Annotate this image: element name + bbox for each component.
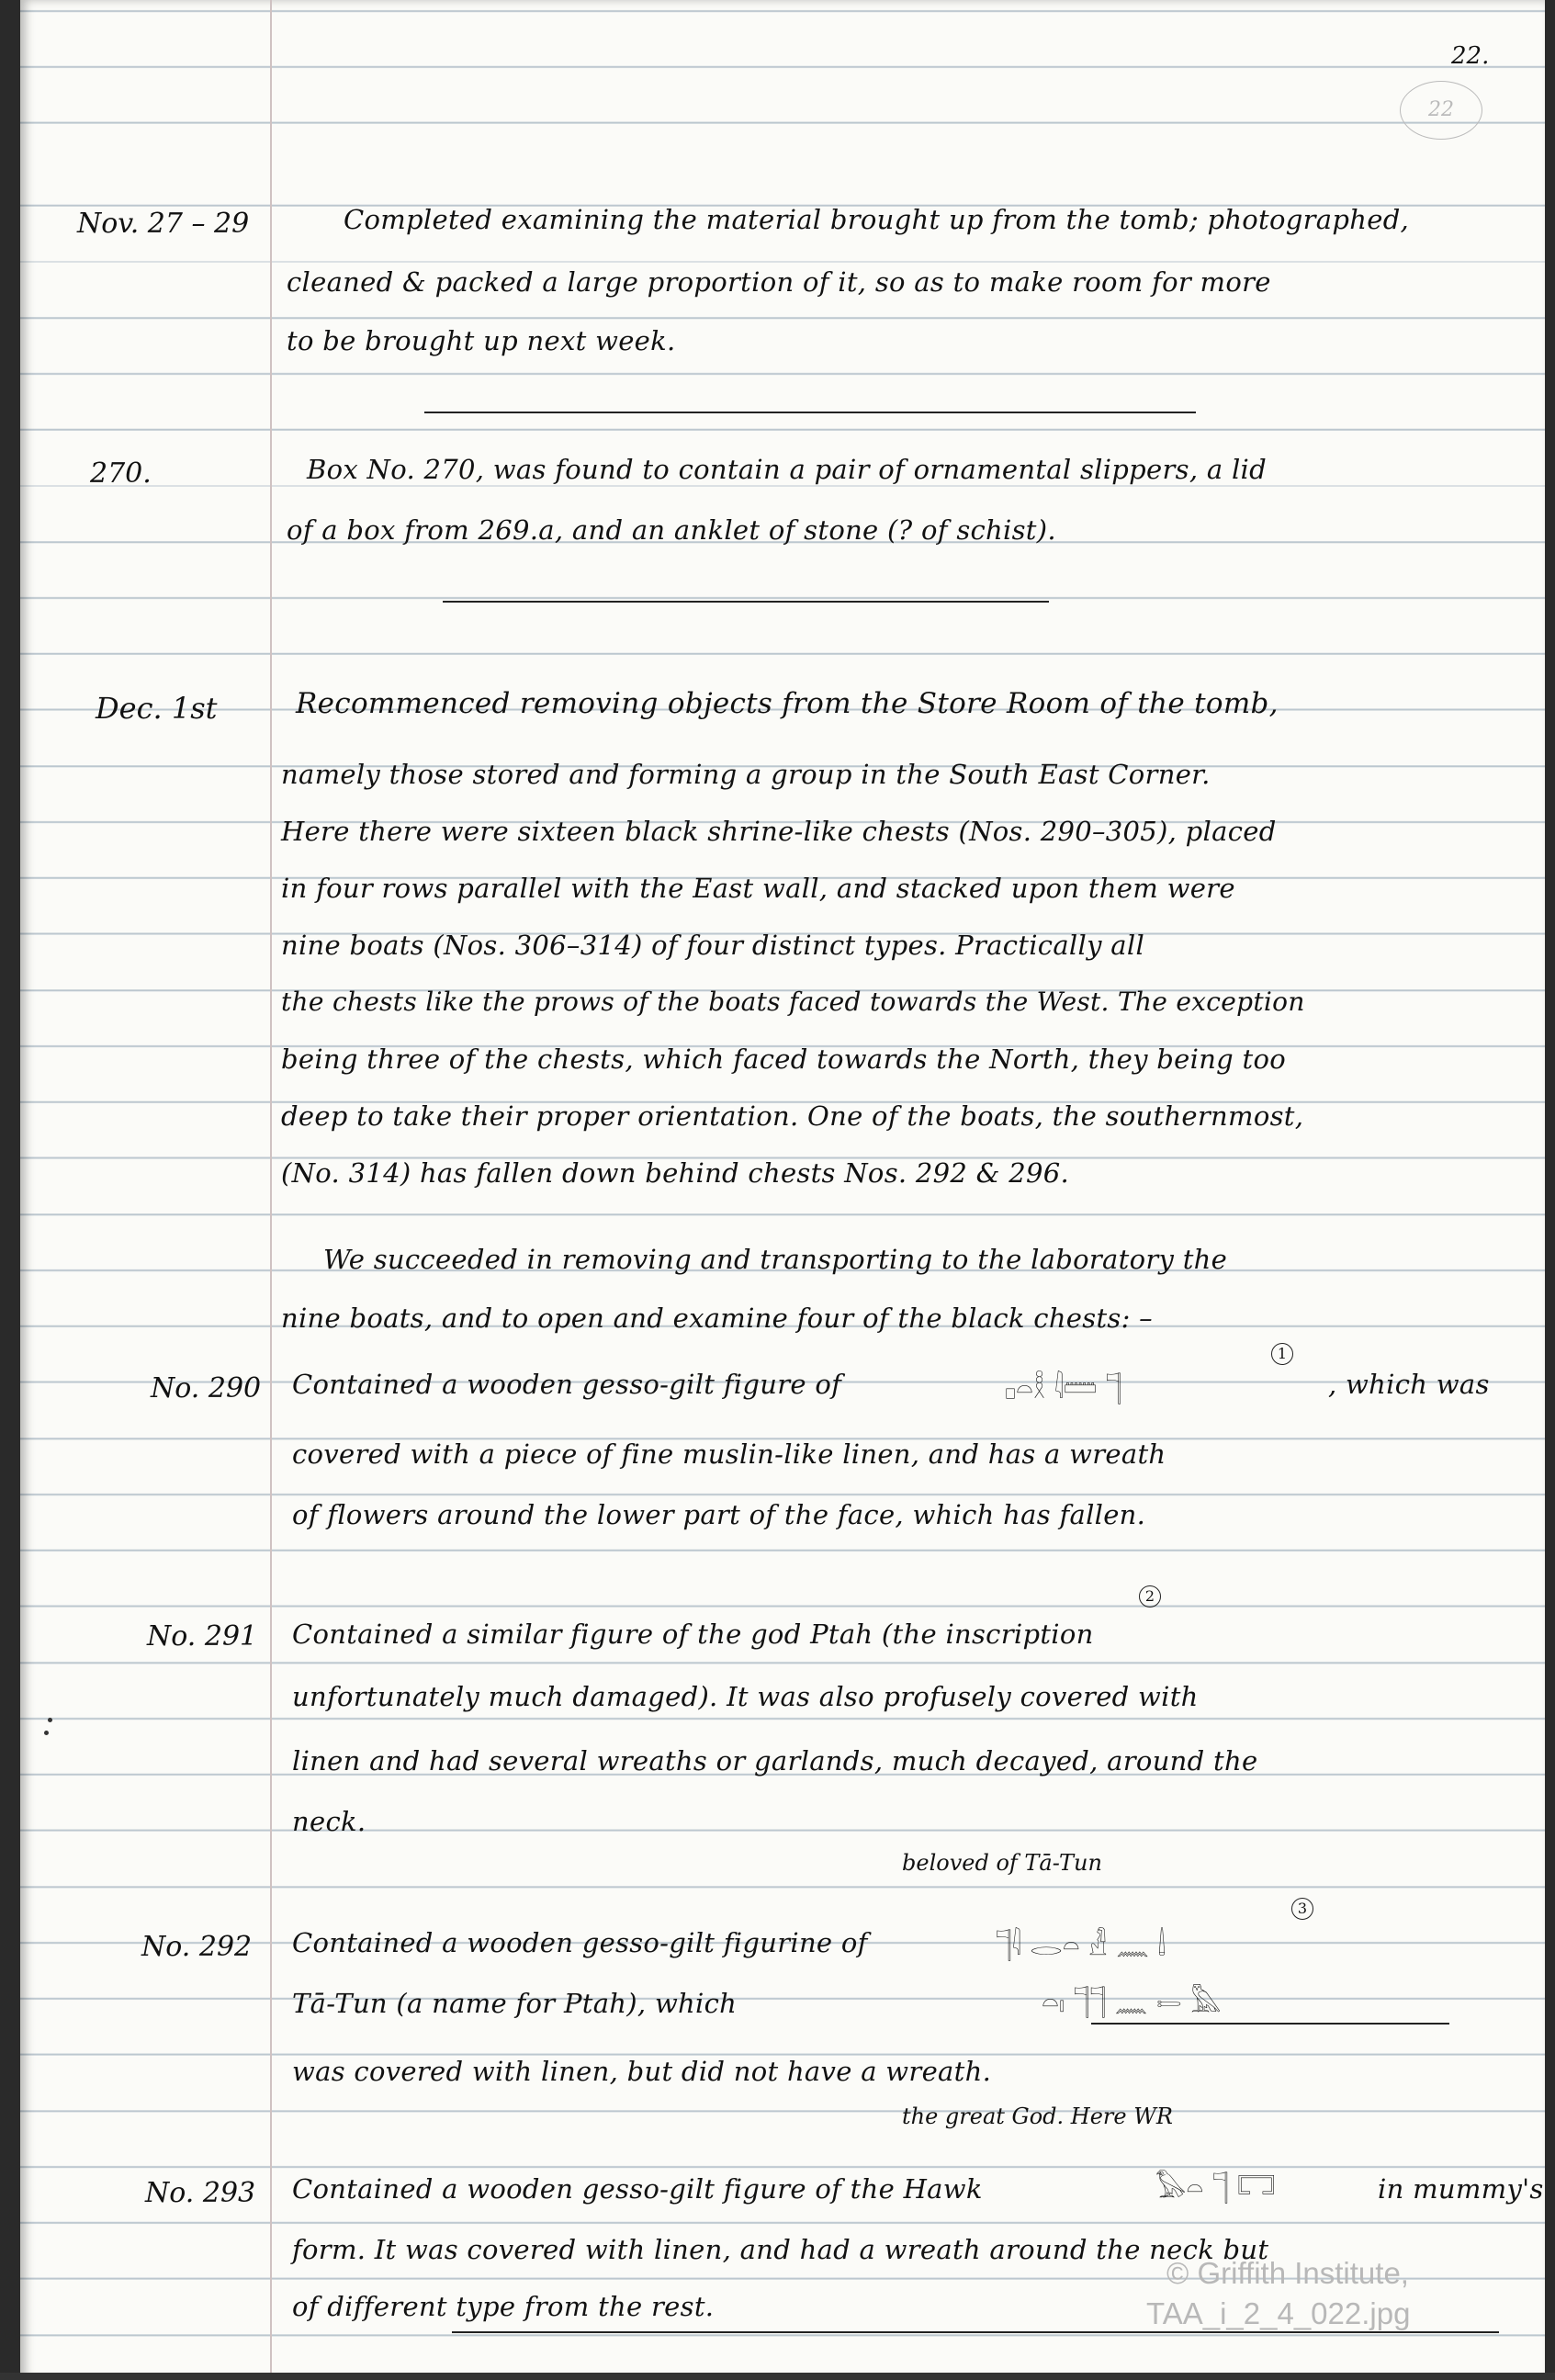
entry-line: neck.: [292, 1806, 366, 1837]
footnote-marker: 2: [1139, 1585, 1161, 1607]
entry-line: form. It was covered with linen, and had a wreath around the neck but: [292, 2234, 1269, 2265]
hieroglyph-hawk-name: 𓅃𓏏 𓊹 𓉐: [1155, 2172, 1276, 2205]
entry-separator: [452, 2331, 1499, 2333]
entry-line: of a box from 269.a, and an anklet of stone (? of schist).: [287, 514, 1056, 546]
entry-line: Box No. 270, was found to contain a pair of ornamental slippers, a lid: [307, 454, 1267, 485]
entry-line: Here there were sixteen black shrine-like chests (Nos. 290–305), placed: [281, 816, 1277, 847]
archive-stamp: 22: [1400, 81, 1482, 140]
entry-line: (No. 314) has fallen down behind chests Nos. 292 & 296.: [281, 1157, 1070, 1189]
entry-line: Contained a wooden gesso-gilt figurine of: [292, 1927, 868, 1958]
entry-date-nov-27-29: Nov. 27 – 29: [77, 208, 250, 240]
footnote-marker: 3: [1291, 1898, 1313, 1920]
hieroglyph-name-cartouche: 𓊪𓏏𓎛 𓇋𓏠 𓊹: [1005, 1373, 1122, 1405]
entry-line: being three of the chests, which faced towards the North, they being too: [281, 1043, 1287, 1075]
notebook-page: [20, 0, 1545, 2380]
entry-number-293: No. 293: [145, 2177, 256, 2209]
entry-line: covered with a piece of fine muslin-like linen, and has a wreath: [292, 1438, 1166, 1470]
entry-line: Contained a wooden gesso-gilt figure of the Hawk: [292, 2173, 983, 2205]
entry-number-292: No. 292: [141, 1931, 253, 1963]
binding-mark: [44, 1731, 49, 1735]
scan-edge: [0, 2373, 1555, 2380]
entry-line: unfortunately much damaged). It was also profusely covered with: [292, 1681, 1199, 1712]
interlinear-note: the great God. Here WR: [902, 2104, 1173, 2129]
entry-line: was covered with linen, but did not have a wreath.: [292, 2056, 992, 2087]
entry-line: Contained a similar figure of the god Ptah (the inscription: [292, 1619, 1094, 1650]
entry-separator: [424, 412, 1196, 413]
entry-line-suffix: in mummy's: [1378, 2173, 1544, 2205]
entry-line: Tā-Tun (a name for Ptah), which: [292, 1988, 738, 2019]
entry-line: the chests like the prows of the boats faced towards the West. The exception: [281, 987, 1305, 1017]
page-number: 22.: [1451, 42, 1490, 70]
interlinear-note: beloved of Tā-Tun: [902, 1850, 1102, 1876]
entry-line: namely those stored and forming a group in the South East Corner.: [281, 759, 1211, 790]
entry-number-270: 270.: [90, 457, 152, 490]
entry-line: nine boats (Nos. 306–314) of four distinct types. Practically all: [281, 930, 1145, 961]
binding-mark: [48, 1718, 52, 1722]
entry-line: linen and had several wreaths or garlands, much decayed, around the: [292, 1745, 1258, 1777]
entry-line: Contained a wooden gesso-gilt figure of: [292, 1369, 842, 1400]
watermark-line: TAA_i_2_4_022.jpg: [1146, 2296, 1411, 2330]
entry-date-dec-1: Dec. 1st: [96, 691, 218, 726]
hieroglyph-bracket: [1091, 2023, 1449, 2025]
entry-line: in four rows parallel with the East wall, and stacked upon them were: [281, 873, 1235, 904]
hieroglyph-group-bottom: 𓏏𓏤 𓊹𓊹 𓈖 𓍿 𓅓: [1042, 1987, 1222, 2019]
entry-line: Recommenced removing objects from the Store Room of the tomb,: [296, 687, 1279, 720]
entry-line-suffix: , which was: [1328, 1369, 1490, 1400]
entry-line: We succeeded in removing and transporting to the laboratory the: [323, 1244, 1228, 1275]
footnote-marker: 1: [1271, 1343, 1293, 1365]
entry-line: cleaned & packed a large proportion of it, so as to make room for more: [287, 266, 1271, 298]
entry-line: deep to take their proper orientation. One of the boats, the southernmost,: [281, 1100, 1304, 1132]
entry-number-290: No. 290: [151, 1372, 262, 1404]
entry-line: of flowers around the lower part of the face, which has fallen.: [292, 1499, 1146, 1530]
entry-line: Completed examining the material brought up from the tomb; photographed,: [344, 204, 1410, 235]
watermark-line: © Griffith Institute,: [1166, 2256, 1409, 2290]
entry-number-291: No. 291: [147, 1620, 258, 1652]
entry-separator: [443, 601, 1049, 603]
hieroglyph-group-top: 𓊹𓇋 𓂋𓏏 𓁐 𓈖 𓌃: [996, 1930, 1166, 1962]
entry-line: to be brought up next week.: [287, 325, 676, 356]
entry-line: nine boats, and to open and examine four of the black chests: –: [281, 1303, 1153, 1334]
margin-rule: [270, 0, 272, 2380]
entry-line: of different type from the rest.: [292, 2291, 715, 2322]
